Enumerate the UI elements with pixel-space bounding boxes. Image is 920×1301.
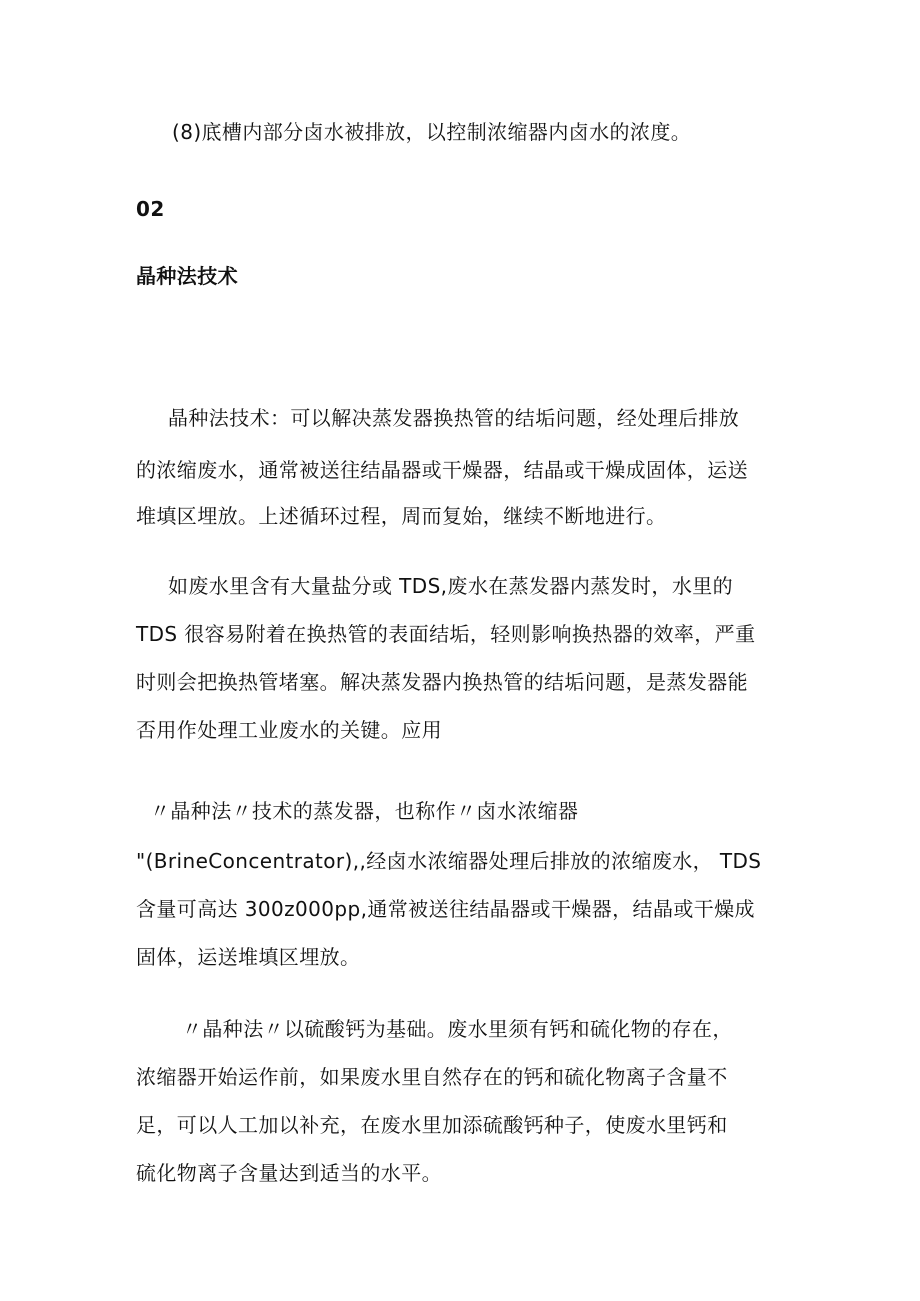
paragraph-line: 含量可高达 300z000pp,通常被送往结晶器或干燥器，结晶或干燥成 — [136, 897, 755, 921]
section-number: 02 — [136, 197, 165, 221]
paragraph-line: 时则会把换热管堵塞。解决蒸发器内换热管的结垢问题，是蒸发器能 — [136, 670, 748, 694]
section-title: 晶种法技术 — [136, 264, 238, 288]
paragraph-line: 否用作处理工业废水的关键。应用 — [136, 718, 442, 742]
paragraph-line: 的浓缩废水，通常被送往结晶器或干燥器，结晶或干燥成固体，运送 — [136, 458, 748, 482]
paragraph-line: 足，可以人工加以补充，在废水里加添硫酸钙种子，使废水里钙和 — [136, 1113, 728, 1137]
paragraph-line: 晶种法技术：可以解决蒸发器换热管的结垢问题，经处理后排放 — [168, 406, 740, 430]
paragraph-line: 硫化物离子含量达到适当的水平。 — [136, 1161, 442, 1185]
paragraph-line: 堆填区埋放。上述循环过程，周而复始，继续不断地进行。 — [136, 504, 667, 528]
intro-line: (8)底槽内部分卤水被排放，以控制浓缩器内卤水的浓度。 — [172, 120, 692, 144]
paragraph-line: 〃晶种法〃以硫酸钙为基础。废水里须有钙和硫化物的存在， — [182, 1017, 733, 1041]
paragraph-line: "(BrineConcentrator),,经卤水浓缩器处理后排放的浓缩废水， TDS — [136, 849, 762, 873]
paragraph-line: 〃晶种法〃技术的蒸发器，也称作〃卤水浓缩器 — [150, 799, 579, 823]
paragraph-line: 浓缩器开始运作前，如果废水里自然存在的钙和硫化物离子含量不 — [136, 1065, 728, 1089]
paragraph-line: TDS 很容易附着在换热管的表面结垢，轻则影响换热器的效率，严重 — [136, 622, 756, 646]
paragraph-line: 固体，运送堆填区埋放。 — [136, 945, 361, 969]
paragraph-line: 如废水里含有大量盐分或 TDS,废水在蒸发器内蒸发时，水里的 — [168, 574, 734, 598]
